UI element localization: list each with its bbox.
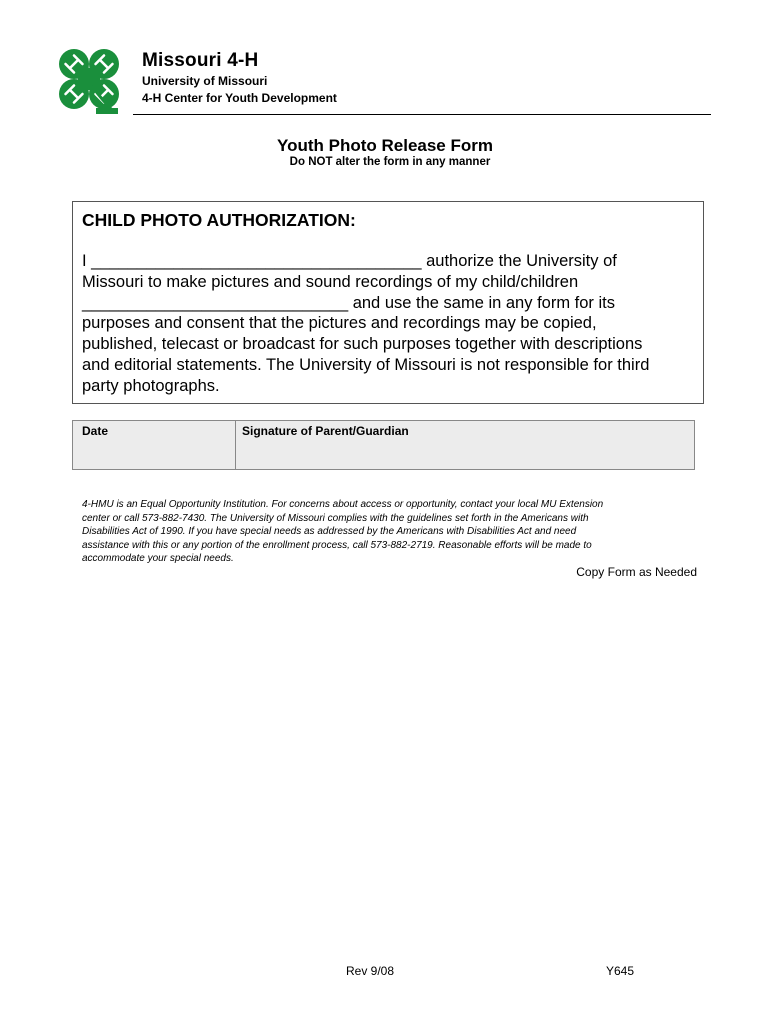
form-title-row: [0, 136, 770, 156]
header-divider: [133, 114, 711, 115]
authorization-line[interactable]: _____________________________ and use the same in any form for its: [82, 293, 615, 312]
four-h-clover-icon: [52, 42, 126, 116]
authorization-line[interactable]: I ____________________________________ authorize the University of: [82, 252, 617, 270]
signature-table-divider: [235, 421, 236, 469]
org-center: 4-H Center for Youth Development: [142, 91, 337, 105]
copy-form-note: Copy Form as Needed: [576, 565, 697, 579]
authorization-line: and editorial statements. The University of Missouri is not responsible for third: [82, 355, 650, 374]
statement-line: accommodate your special needs.: [82, 553, 234, 564]
signature-table: [72, 420, 695, 470]
date-field-label[interactable]: Date: [82, 424, 109, 438]
form-subtitle: Do NOT alter the form in any manner: [289, 156, 491, 168]
statement-line: 4-HMU is an Equal Opportunity Institution. For concerns about access or opportunity, contact your local MU Extension: [82, 499, 604, 510]
authorization-line: party photographs.: [82, 376, 220, 395]
authorization-line: purposes and consent that the pictures and recordings may be copied,: [82, 314, 597, 333]
signature-field-label[interactable]: Signature of Parent/Guardian: [242, 424, 409, 438]
form-subtitle-row: [0, 156, 770, 168]
equal-opportunity-statement: [82, 498, 702, 566]
form-code: Y645: [606, 964, 635, 978]
revision-label: Rev 9/08: [346, 964, 395, 978]
statement-line: Disabilities Act of 1990. If you have special needs as addressed by the Americans with Disabilities Act and need: [82, 526, 577, 537]
statement-line: assistance with this or any portion of the enrollment process, call 573-882-2719. Reasonable efforts will be made to: [82, 539, 592, 551]
authorization-text: [82, 251, 702, 397]
statement-line: center or call 573-882-7430. The University of Missouri complies with the guidelines set forth in the Americans with: [82, 512, 589, 524]
authorization-box: [72, 201, 704, 404]
org-name: Missouri 4-H: [142, 50, 259, 71]
form-title: Youth Photo Release Form: [277, 136, 493, 155]
authorization-line: published, telecast or broadcast for such purposes together with descriptions: [82, 335, 643, 354]
authorization-heading: CHILD PHOTO AUTHORIZATION:: [82, 210, 356, 230]
authorization-line: Missouri to make pictures and sound recordings of my child/children: [82, 272, 579, 291]
org-university: University of Missouri: [142, 74, 268, 88]
